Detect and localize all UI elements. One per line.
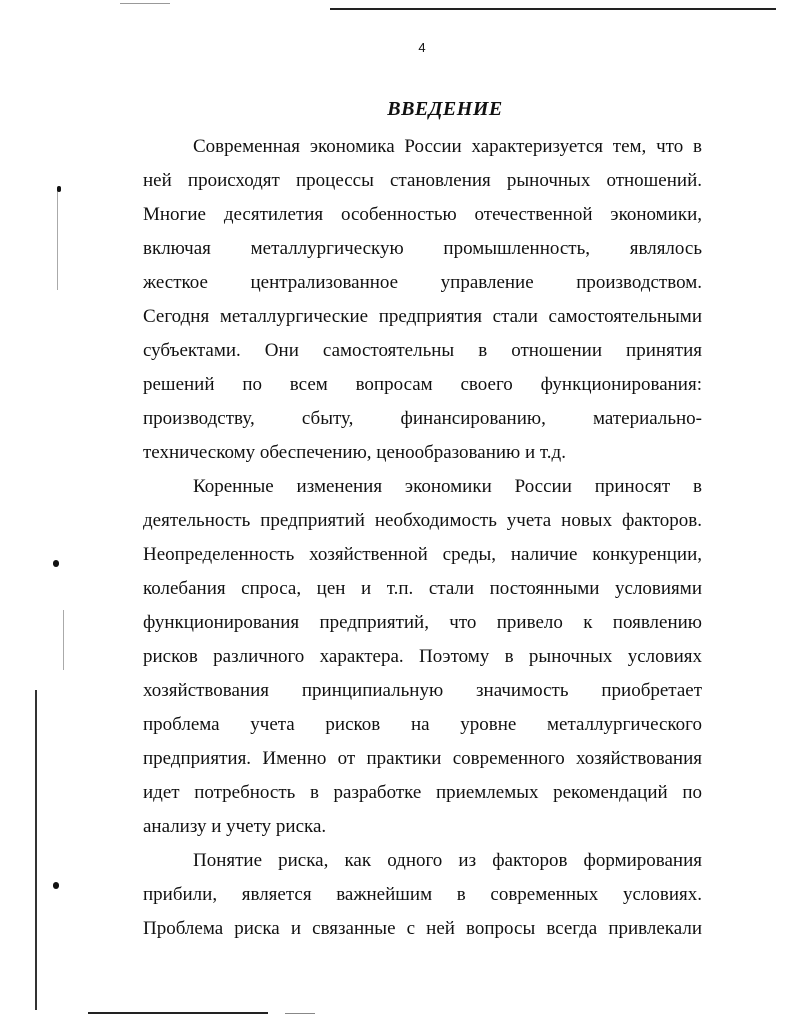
text-line: жесткое централизованное управление производством. xyxy=(143,272,702,293)
text-line: производству, сбыту, финансированию, материально- xyxy=(143,408,702,429)
text-line: хозяйствования принципиальную значимость приобретает xyxy=(143,680,702,701)
text-line: Понятие риска, как одного из факторов формирования xyxy=(193,850,702,871)
text-line: ней происходят процессы становления рыночных отношений. xyxy=(143,170,702,191)
text-line: функционирования предприятий, что привело к появлению xyxy=(143,612,702,633)
text-line: анализу и учету риска. xyxy=(143,816,327,837)
text-line: Коренные изменения экономики России приносят в xyxy=(193,476,702,497)
margin-mark-top xyxy=(57,190,58,290)
text-line: колебания спроса, цен и т.п. стали постоянными условиями xyxy=(143,578,702,599)
binding-hole-mark-2 xyxy=(53,560,59,567)
text-line: Современная экономика России характеризуется тем, что в xyxy=(193,136,702,157)
scan-top-line-left xyxy=(120,3,170,4)
scan-bottom-line-left xyxy=(88,1012,268,1014)
text-line: включая металлургическую промышленность, являлось xyxy=(143,238,702,259)
scan-top-line-right xyxy=(330,8,776,10)
text-line: Неопределенность хозяйственной среды, наличие конкуренции, xyxy=(143,544,702,565)
text-line: рисков различного характера. Поэтому в рыночных условиях xyxy=(143,646,702,667)
binding-hole-mark-1 xyxy=(57,186,61,192)
text-line: идет потребность в разработке приемлемых рекомендаций по xyxy=(143,782,702,803)
text-line: Многие десятилетия особенностью отечественной экономики, xyxy=(143,204,702,225)
margin-mark-mid xyxy=(63,610,64,670)
text-line: техническому обеспечению, ценообразованию и т.д. xyxy=(143,442,566,463)
binding-hole-mark-3 xyxy=(53,882,59,889)
text-line: решений по всем вопросам своего функционирования: xyxy=(143,374,702,395)
text-line: Проблема риска и связанные с ней вопросы всегда привлекали xyxy=(143,918,702,939)
text-line: проблема учета рисков на уровне металлургического xyxy=(143,714,702,735)
scan-bottom-line-right xyxy=(285,1013,315,1014)
page-title: ВВЕДЕНИЕ xyxy=(387,98,503,120)
text-line: предприятия. Именно от практики современного хозяйствования xyxy=(143,748,702,769)
page-number: 4 xyxy=(418,40,426,55)
text-line: субъектами. Они самостоятельны в отношении принятия xyxy=(143,340,702,361)
text-line: Сегодня металлургические предприятия стали самостоятельными xyxy=(143,306,702,327)
margin-mark-bottom xyxy=(35,690,37,1010)
text-line: деятельность предприятий необходимость учета новых факторов. xyxy=(143,510,702,531)
text-line: прибили, является важнейшим в современных условиях. xyxy=(143,884,702,905)
